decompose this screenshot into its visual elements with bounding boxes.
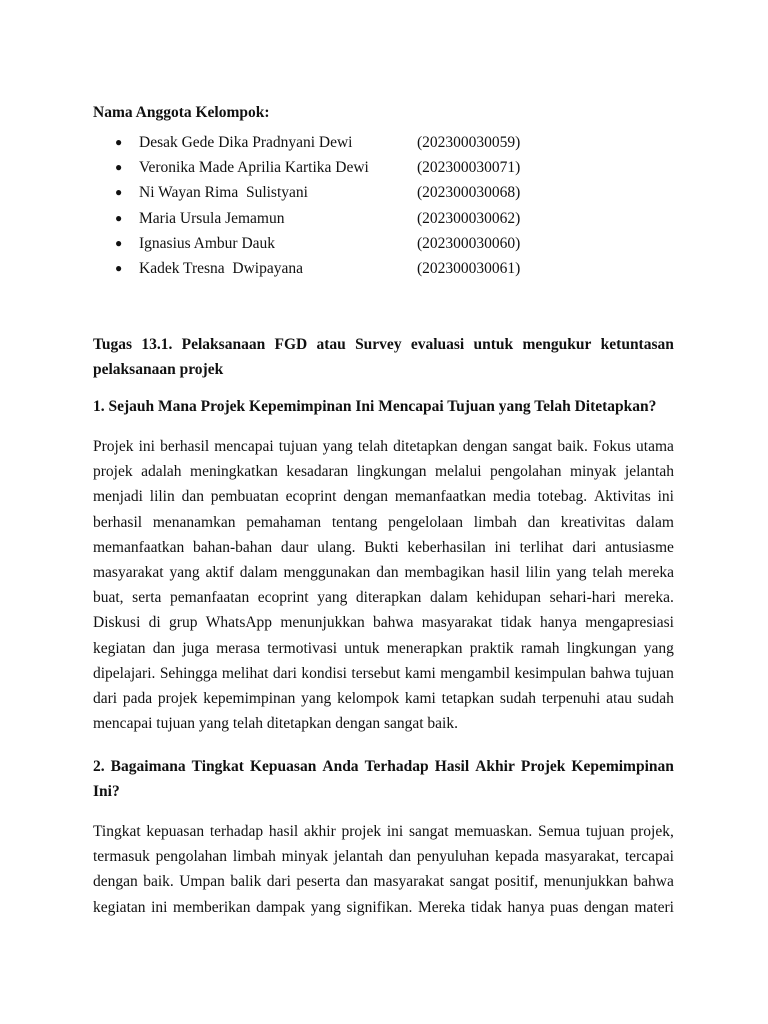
word: masyarakat bbox=[93, 564, 164, 582]
word: kehidupan bbox=[476, 589, 541, 607]
q2-heading-line: Ini? bbox=[93, 783, 120, 801]
word: diterapkan bbox=[355, 589, 422, 607]
word: pengelolaan bbox=[388, 513, 464, 531]
member-name: Ignasius Ambur Dauk bbox=[139, 234, 276, 252]
word: dipelajari. bbox=[93, 664, 156, 682]
word: berhasil bbox=[160, 438, 210, 455]
task-title bbox=[93, 332, 674, 382]
word: kegiatan bbox=[93, 639, 146, 657]
word: media bbox=[492, 488, 531, 506]
word: memuaskan. bbox=[454, 823, 533, 840]
word: sangat bbox=[408, 823, 449, 840]
word: Sehingga bbox=[159, 664, 218, 682]
word: membagikan bbox=[404, 564, 485, 582]
word: Bagaimana bbox=[110, 758, 186, 775]
paragraph-line bbox=[93, 686, 674, 711]
word: lilin bbox=[525, 564, 551, 582]
word: peserta bbox=[296, 873, 341, 891]
word: minyak bbox=[281, 848, 329, 866]
task-title-line bbox=[93, 332, 674, 357]
word: Hasil bbox=[434, 758, 470, 775]
member-nim: (202300030071) bbox=[417, 159, 521, 177]
paragraph-line bbox=[93, 895, 674, 920]
word: sangat bbox=[449, 873, 490, 891]
word: masyarakat bbox=[373, 873, 445, 891]
word: sudah bbox=[637, 690, 674, 708]
word: lingkungan bbox=[356, 463, 427, 481]
paragraph-line bbox=[93, 661, 674, 686]
word: pemanfaatan bbox=[170, 589, 250, 607]
word: Anda bbox=[322, 758, 359, 775]
word: Survey bbox=[355, 336, 402, 353]
word: yang bbox=[301, 690, 332, 708]
word: menggunakan bbox=[283, 564, 371, 582]
word: dari bbox=[266, 873, 291, 891]
word: tidak bbox=[470, 898, 502, 916]
word: Tingkat bbox=[191, 758, 244, 775]
word: signifikan. bbox=[346, 898, 413, 916]
word: sudah bbox=[499, 690, 537, 708]
word: projek bbox=[341, 823, 382, 840]
word: yang bbox=[643, 639, 674, 657]
word: juga bbox=[182, 639, 209, 657]
word: Mereka bbox=[417, 898, 466, 916]
word: WhatsApp bbox=[205, 614, 273, 632]
word: ulang. bbox=[317, 538, 356, 556]
word: materi bbox=[634, 898, 674, 916]
word: tersebut bbox=[351, 664, 401, 682]
word: pembuatan bbox=[210, 488, 279, 506]
word: telah bbox=[357, 438, 388, 455]
word: hasil bbox=[490, 564, 520, 582]
word: dalam bbox=[429, 589, 468, 607]
paragraph-line bbox=[93, 844, 674, 869]
word: Tingkat bbox=[93, 823, 141, 840]
word: jelantah bbox=[333, 848, 383, 866]
bullet-icon: ● bbox=[115, 210, 123, 225]
word: yang bbox=[322, 438, 353, 455]
paragraph-line bbox=[93, 510, 674, 535]
word: kesadaran bbox=[286, 463, 349, 481]
word: positif, bbox=[494, 873, 539, 891]
members-list bbox=[93, 130, 674, 281]
bullet-icon: ● bbox=[115, 185, 123, 200]
word: ini bbox=[657, 488, 674, 506]
word: meningkatkan bbox=[190, 463, 278, 481]
word: di bbox=[148, 614, 161, 632]
paragraph-line bbox=[93, 484, 674, 509]
word: dengan bbox=[343, 488, 389, 506]
word: hanya bbox=[539, 614, 577, 632]
word: hasil bbox=[268, 823, 299, 840]
word: dan bbox=[345, 873, 369, 891]
word: kondisi bbox=[301, 664, 347, 682]
word: pengolahan bbox=[490, 463, 562, 481]
paragraph-line bbox=[93, 459, 674, 484]
word: memberikan bbox=[173, 898, 251, 916]
word: yang bbox=[556, 564, 587, 582]
member-name: Kadek Tresna Dwipayana bbox=[139, 259, 304, 277]
word: jelantah bbox=[624, 463, 674, 481]
word: termotivasi bbox=[267, 639, 338, 657]
word: dalam bbox=[239, 564, 278, 582]
word: pemahaman bbox=[246, 513, 322, 531]
member-nim: (202300030062) bbox=[417, 209, 521, 227]
word: Tugas bbox=[93, 336, 133, 353]
word: untuk bbox=[344, 639, 380, 657]
word: dengan bbox=[462, 438, 508, 455]
word: bahwa bbox=[633, 873, 674, 891]
word: daur bbox=[280, 538, 309, 556]
members-title: Nama Anggota Kelompok: bbox=[93, 104, 270, 121]
word: ini bbox=[386, 823, 404, 840]
word: tujuan bbox=[585, 823, 625, 840]
word: untuk bbox=[473, 336, 514, 353]
word: kreativitas bbox=[560, 513, 626, 531]
paragraph-line bbox=[93, 819, 674, 844]
word: kegiatan bbox=[93, 898, 146, 916]
word: projek bbox=[157, 690, 198, 708]
word: akhir bbox=[303, 823, 336, 840]
member-item bbox=[93, 256, 674, 281]
word: bahwa bbox=[590, 664, 631, 682]
member-item bbox=[93, 231, 674, 256]
word: menjadi bbox=[93, 488, 143, 506]
word: limbah bbox=[473, 513, 517, 531]
word: ecoprint bbox=[257, 589, 309, 607]
word: ini bbox=[138, 438, 155, 455]
word: mengambil bbox=[440, 664, 511, 682]
member-name: Desak Gede Dika Pradnyani Dewi bbox=[139, 134, 353, 151]
member-nim: (202300030068) bbox=[417, 184, 521, 202]
word: bahan-bahan bbox=[192, 538, 273, 556]
word: sangat bbox=[512, 438, 553, 455]
word: FGD bbox=[274, 336, 308, 353]
word: ini bbox=[494, 538, 511, 556]
paragraph-line bbox=[93, 636, 674, 661]
word: mengukur bbox=[522, 336, 592, 353]
word: menunjukkan bbox=[280, 614, 365, 632]
member-nim: (202300030061) bbox=[417, 259, 521, 277]
word: Terhadap bbox=[364, 758, 429, 775]
word: Semua bbox=[537, 823, 581, 840]
task-title-line: pelaksanaan projek bbox=[93, 361, 224, 379]
word: masyarakat bbox=[421, 614, 493, 632]
word: yang bbox=[169, 564, 200, 582]
word: Umpan bbox=[179, 873, 225, 891]
word: dari bbox=[93, 690, 118, 708]
word: memanfaatkan bbox=[394, 488, 487, 506]
q2-paragraph bbox=[93, 819, 674, 920]
paragraph-line bbox=[93, 535, 674, 560]
word: memanfaatkan bbox=[93, 538, 185, 556]
word: termasuk bbox=[93, 848, 150, 866]
word: merasa bbox=[216, 639, 261, 657]
paragraph-line bbox=[93, 869, 674, 894]
word: serta bbox=[132, 589, 162, 607]
word: Projek bbox=[93, 438, 134, 455]
word: dari bbox=[572, 538, 597, 556]
word: menunjukkan bbox=[543, 873, 628, 891]
word: Kepemimpinan bbox=[571, 758, 674, 775]
word: ini bbox=[151, 898, 168, 916]
member-item bbox=[93, 180, 674, 205]
word: Bukti bbox=[364, 538, 399, 556]
member-name: Maria Ursula Jemamun bbox=[139, 209, 285, 227]
word: lingkungan bbox=[566, 639, 637, 657]
word: lilin bbox=[149, 488, 175, 506]
word: Aktivitas bbox=[593, 488, 651, 506]
word: telah bbox=[592, 564, 623, 582]
word: totebag. bbox=[537, 488, 588, 506]
word: kami bbox=[404, 664, 436, 682]
word: mencapai bbox=[214, 438, 274, 455]
paragraph-line bbox=[93, 585, 674, 610]
word: yang bbox=[310, 898, 341, 916]
word: adalah bbox=[141, 463, 182, 481]
word: ketuntasan bbox=[600, 336, 674, 353]
word: mengapresiasi bbox=[585, 614, 674, 632]
word: dampak bbox=[256, 898, 306, 916]
word: menanamkan bbox=[152, 513, 236, 531]
member-name: Ni Wayan Rima Sulistyani bbox=[139, 184, 308, 202]
word: ramah bbox=[520, 639, 560, 657]
word: puas bbox=[550, 898, 579, 916]
word: ecoprint bbox=[285, 488, 337, 506]
word: terhadap bbox=[209, 823, 264, 840]
word: dalam bbox=[636, 513, 674, 531]
word: Diskusi bbox=[93, 614, 141, 632]
word: atau bbox=[316, 336, 346, 353]
word: menerapkan bbox=[386, 639, 463, 657]
word: tujuan bbox=[635, 664, 674, 682]
word: sehari-hari bbox=[549, 589, 616, 607]
word: mereka bbox=[628, 564, 674, 582]
word: balik bbox=[230, 873, 262, 891]
word: minyak bbox=[569, 463, 617, 481]
word: ditetapkan bbox=[393, 438, 458, 455]
word: melihat bbox=[221, 664, 269, 682]
bullet-icon: ● bbox=[115, 235, 123, 250]
word: dan bbox=[152, 639, 176, 657]
word: 13.1. bbox=[141, 336, 173, 353]
word: hanya bbox=[507, 898, 545, 916]
word: penyuluhan bbox=[416, 848, 490, 866]
word: yang bbox=[317, 589, 348, 607]
word: antusiasme bbox=[605, 538, 674, 556]
word: 2. bbox=[93, 758, 105, 775]
word: bahwa bbox=[373, 614, 414, 632]
q1-paragraph bbox=[93, 434, 674, 736]
word: Akhir bbox=[475, 758, 515, 775]
word: grup bbox=[169, 614, 198, 632]
word: terpenuhi bbox=[541, 690, 601, 708]
word: Projek bbox=[520, 758, 566, 775]
word: tujuan bbox=[278, 438, 318, 455]
word: dan bbox=[388, 848, 412, 866]
member-item bbox=[93, 206, 674, 231]
word: baik. bbox=[557, 438, 588, 455]
word: masyarakat, bbox=[544, 848, 620, 866]
word: terlihat bbox=[519, 538, 564, 556]
paragraph-line bbox=[93, 610, 674, 635]
paragraph-line bbox=[93, 434, 674, 459]
word: dan bbox=[376, 564, 399, 582]
word: utama bbox=[636, 438, 674, 455]
paragraph-line: mencapai tujuan yang telah ditetapkan dengan sangat baik. bbox=[93, 715, 458, 733]
word: keberhasilan bbox=[407, 538, 486, 556]
word: kesimpulan bbox=[514, 664, 586, 682]
bullet-icon: ● bbox=[115, 260, 123, 275]
word: tercapai bbox=[624, 848, 674, 866]
word: tetapkan bbox=[441, 690, 495, 708]
word: baik. bbox=[143, 873, 174, 891]
q1-heading: 1. Sejauh Mana Projek Kepemimpinan Ini Mencapai Tujuan yang Telah Ditetapkan? bbox=[93, 398, 657, 415]
word: projek, bbox=[630, 823, 674, 840]
word: buat, bbox=[93, 589, 124, 607]
word: kepemimpinan bbox=[203, 690, 296, 708]
word: atau bbox=[606, 690, 632, 708]
q2-heading bbox=[93, 754, 674, 804]
word: dari bbox=[272, 664, 297, 682]
member-nim: (202300030060) bbox=[417, 234, 521, 252]
word: melalui bbox=[435, 463, 482, 481]
word: tidak bbox=[500, 614, 532, 632]
word: berhasil bbox=[93, 513, 143, 531]
word: Fokus bbox=[593, 438, 631, 455]
word: kami bbox=[404, 690, 436, 708]
word: dan bbox=[527, 513, 550, 531]
word: aktif bbox=[205, 564, 234, 582]
q2-heading-line bbox=[93, 754, 674, 779]
member-name: Veronika Made Aprilia Kartika Dewi bbox=[139, 159, 369, 177]
word: praktik bbox=[469, 639, 514, 657]
member-nim: (202300030059) bbox=[417, 134, 521, 151]
paragraph-line bbox=[93, 560, 674, 585]
word: dengan bbox=[93, 873, 138, 891]
word: mereka. bbox=[624, 589, 674, 607]
word: kepuasan bbox=[146, 823, 205, 840]
word: Pelaksanaan bbox=[181, 336, 266, 353]
word: kepada bbox=[494, 848, 539, 866]
word: limbah bbox=[232, 848, 276, 866]
bullet-icon: ● bbox=[115, 135, 123, 149]
word: Kepuasan bbox=[249, 758, 317, 775]
member-item bbox=[93, 155, 674, 180]
word: dan bbox=[181, 488, 204, 506]
member-item bbox=[93, 130, 674, 155]
word: evaluasi bbox=[410, 336, 465, 353]
word: pada bbox=[122, 690, 153, 708]
word: dengan bbox=[584, 898, 629, 916]
word: pengolahan bbox=[155, 848, 228, 866]
word: kelompok bbox=[337, 690, 400, 708]
word: tentang bbox=[331, 513, 378, 531]
word: projek bbox=[93, 463, 133, 481]
bullet-icon: ● bbox=[115, 160, 123, 175]
